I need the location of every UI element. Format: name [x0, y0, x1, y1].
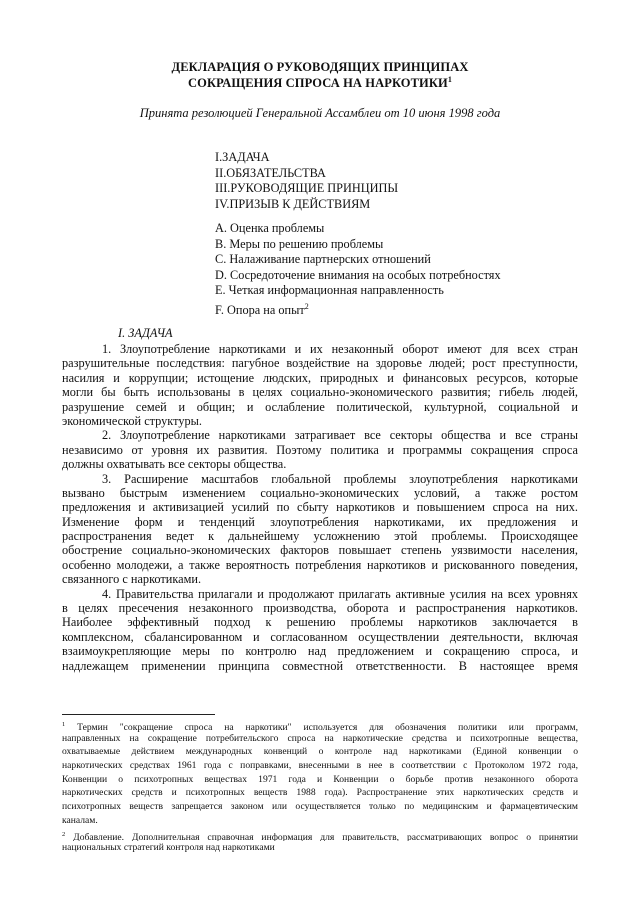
- document-body: [62, 342, 578, 673]
- footnote-ref-1[interactable]: 1: [447, 75, 452, 84]
- toc-subsection-item: [215, 268, 501, 284]
- paragraph-line: Изменение форм и тенденций злоупотребления наркотиками, их предложения и: [62, 514, 578, 529]
- footnote-text: наркотических средств и психотропных веществ 1988 года). Распространение этих наркотических средств и: [62, 787, 578, 799]
- document-title-line-2: [0, 75, 640, 91]
- footnote-divider: [62, 714, 215, 715]
- paragraph-line: 3. Расширение масштабов глобальной проблемы злоупотребления наркотиками: [102, 471, 578, 486]
- toc-sections: [215, 150, 398, 212]
- footnote-line: [62, 732, 578, 746]
- footnote-text: Конвенции о психотропных веществах 1971 года и Конвенции о борьбе против незаконного оборота: [62, 773, 578, 785]
- paragraph-line: вызвано быстрым изменением социально-экономических условий, а также ростом: [62, 485, 578, 500]
- toc-section-item: II.ОБЯЗАТЕЛЬСТВА: [215, 165, 326, 180]
- footnote-line: [62, 828, 578, 842]
- paragraph-line: обострение социально-экономических факторов повышает степень уязвимости населения,: [62, 543, 578, 558]
- footnote-text: наркотических средствах 1961 года с поправками, внесенными в нее в соответствии с Протоколом 1972 года,: [62, 760, 578, 772]
- toc-section-item: I.ЗАДАЧА: [215, 150, 270, 164]
- toc-subsection-label: E. Четкая информационная направленность: [215, 283, 444, 298]
- footnote-text: Добавление. Дополнительная справочная информация для правительств, рассматривающих вопрос о принятии: [73, 831, 578, 842]
- paragraph-line: 4. Правительства прилагали и продолжают прилагать активные усилия на всех уровнях: [102, 586, 578, 601]
- paragraph-line: 1. Злоупотребление наркотиками и их незаконный оборот имеют для всех стран: [102, 342, 578, 356]
- paragraph-line: Наиболее эффективный подход к решению проблемы наркотиков заключается в: [62, 615, 578, 630]
- footnote-text: направленных на сокращение потребительского спроса на наркотические средства и психотропные вещества,: [62, 732, 578, 744]
- footnote-line: [62, 773, 578, 787]
- document-title-line-1: ДЕКЛАРАЦИЯ О РУКОВОДЯЩИХ ПРИНЦИПАХ: [171, 60, 469, 74]
- toc-subsection-label: C. Налаживание партнерских отношений: [215, 252, 431, 267]
- paragraph-line: связанного с наркотиками.: [62, 572, 202, 587]
- footnote-text: психотропных веществ запрещается законом или осуществляется только по медицинским и фармацевтическим: [62, 801, 578, 813]
- footnote-mark: 1: [62, 721, 66, 728]
- section-heading: I. ЗАДАЧА: [118, 326, 173, 340]
- toc-subsection-item: [215, 283, 501, 299]
- toc-subsection-item: [215, 221, 501, 237]
- paragraph-line: должны охватывать все секторы общества.: [62, 457, 287, 472]
- paragraph-line: могли бы быть использованы в целях социально-экономического развития; гибель людей,: [62, 385, 578, 400]
- paragraph-line: предложения и активизацией усилий по сбыту наркотиков и повышением спроса на них.: [62, 500, 578, 515]
- paragraph-line: особенно молодежи, а также вероятность потребления наркотиков и рискованного поведения,: [62, 557, 578, 572]
- toc-subsection-label: A. Оценка проблемы: [215, 221, 325, 235]
- footnote-text: охватываемые действием международных конвенций о контроле над наркотиками (Единой конвенции о: [62, 746, 578, 758]
- footnote-line: [62, 814, 578, 828]
- footnote-text: каналам.: [62, 814, 98, 826]
- toc-section-item: III.РУКОВОДЯЩИЕ ПРИНЦИПЫ: [215, 181, 399, 196]
- paragraph-line: насилия и коррупции; истощение людских, природных и финансовых ресурсов, которые: [62, 370, 578, 385]
- toc-subsection-label: F. Опора на опыт: [215, 303, 305, 318]
- toc-subsection-label: B. Меры по решению проблемы: [215, 236, 384, 251]
- paragraph-line: разрушение семей и общин; и ослабление политической, культурной, социальной и: [62, 399, 578, 414]
- toc-subsections: [215, 221, 501, 319]
- toc-section-item: IV.ПРИЗЫВ К ДЕЙСТВИЯМ: [215, 196, 371, 211]
- paragraph-line: экономической структуры.: [62, 413, 202, 428]
- title-text: СОКРАЩЕНИЯ СПРОСА НА НАРКОТИКИ: [188, 76, 448, 91]
- footnote-text: Термин "сокращение спроса на наркотики" используется для обозначения политики или программ,: [77, 722, 578, 732]
- paragraph-line: 2. Злоупотребление наркотиками затрагивает все секторы общества и все страны: [102, 428, 578, 443]
- toc-subsection-item: [215, 237, 501, 253]
- footnotes: [62, 718, 578, 855]
- footnote-mark: 2: [62, 830, 66, 838]
- toc-subsection-label: D. Сосредоточение внимания на особых потребностях: [215, 267, 501, 282]
- footnote-line: [62, 800, 578, 814]
- footnote-line: [62, 841, 578, 855]
- footnote-text: национальных стратегий контроля над наркотиками: [62, 842, 275, 854]
- paragraph-line: в целях пресечения незаконного производства, оборота и распространения наркотиков.: [62, 601, 578, 616]
- footnote-line: [62, 718, 578, 732]
- paragraph-line: надлежащем применении принципа совместной ответственности. В настоящее время: [62, 658, 578, 673]
- paragraph-line: взаимоукрепляющие меры по контролю над предложением и сокращению спроса, и: [62, 644, 578, 659]
- toc-subsection-item: [215, 252, 501, 268]
- footnote-ref-2[interactable]: 2: [304, 301, 309, 311]
- paragraph-line: независимо от уровня их развития. Поэтому политика и программы сокращения спроса: [62, 442, 578, 457]
- toc-subsection-item: [215, 299, 501, 319]
- document-subtitle: Принята резолюцией Генеральной Ассамблеи от 10 июня 1998 года: [139, 106, 501, 120]
- footnote-line: [62, 786, 578, 800]
- footnote-line: [62, 759, 578, 773]
- footnote-line: [62, 745, 578, 759]
- paragraph-line: распространения ведет к дальнейшему усложнению этой проблемы. Происходящее: [62, 529, 578, 544]
- paragraph-line: разрушительные последствия: пагубное воздействие на здоровье людей; рост преступности,: [62, 356, 578, 371]
- paragraph-line: комплексном, сбалансированном и согласованном осуществлении деятельности, включая: [62, 629, 578, 644]
